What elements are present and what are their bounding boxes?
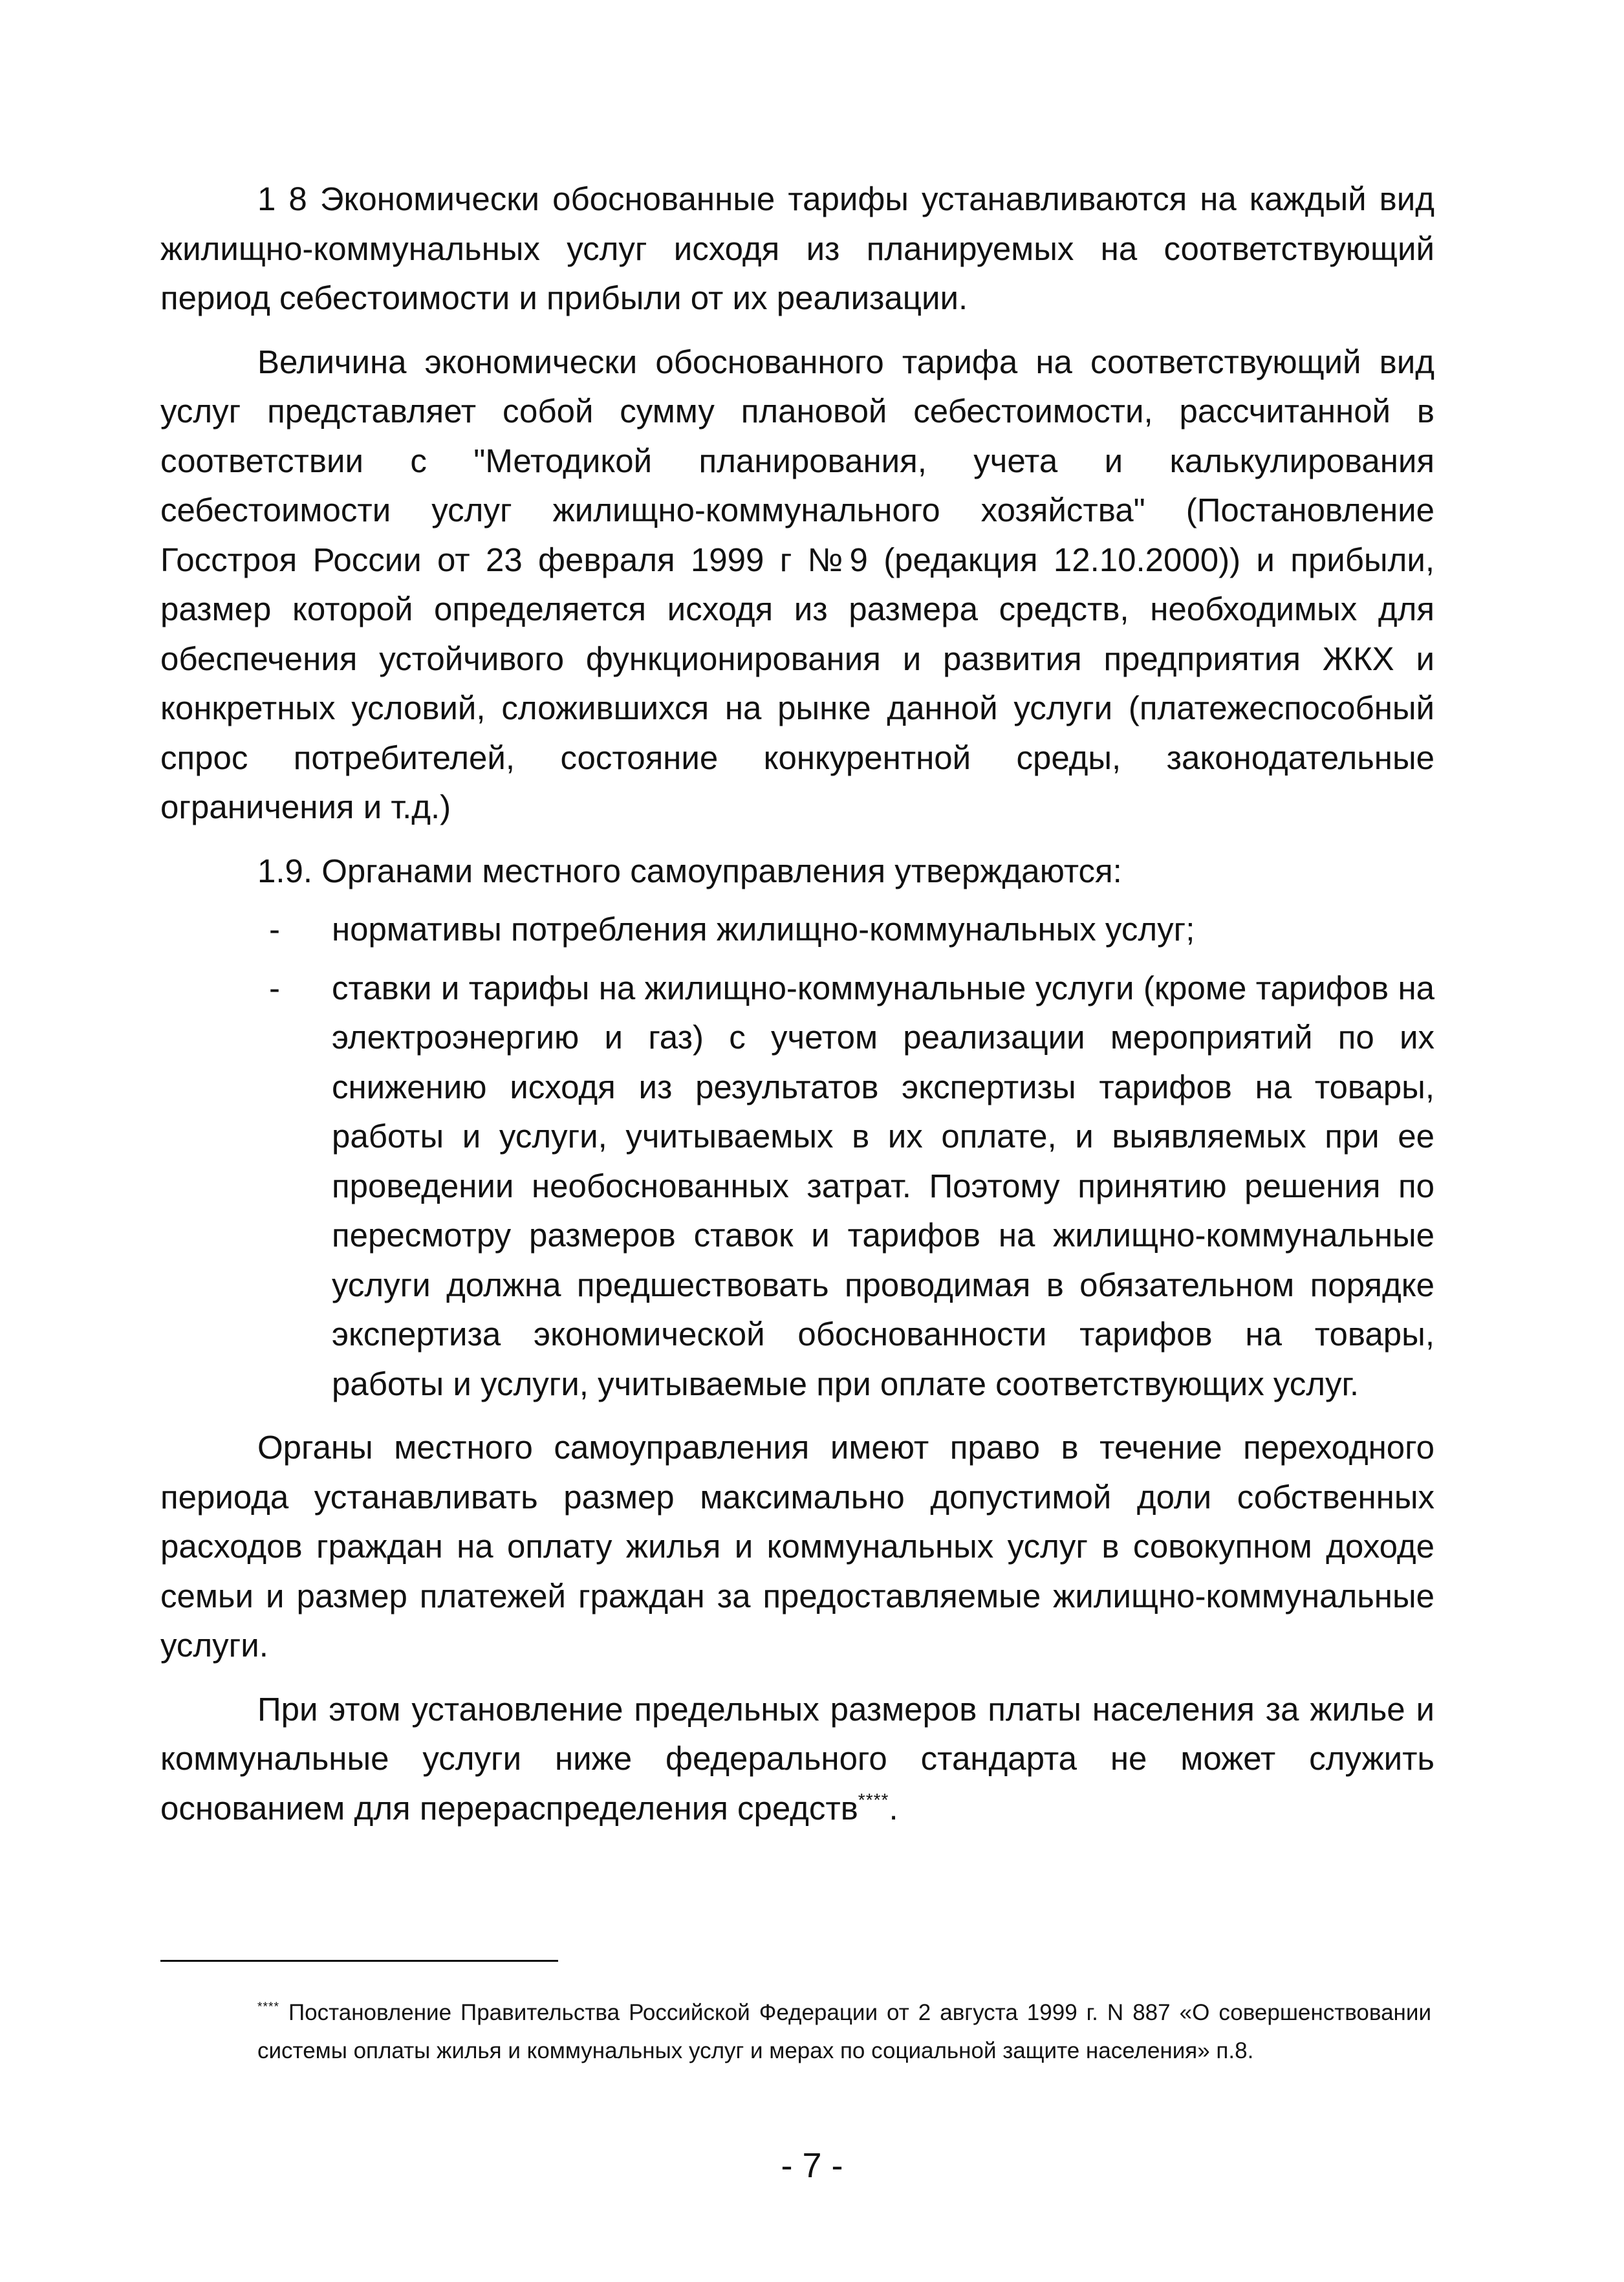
paragraph-limits-end: . (889, 1789, 898, 1827)
footnote-separator (160, 1960, 558, 1962)
footnote-text: Постановление Правительства Российской Федерации от 2 августа 1999 г. N 887 «О совершенствовании системы оплаты жилья и коммунальных услуг и мерах по социальной защите населения» п.8. (257, 2000, 1431, 2063)
list-item (160, 905, 1435, 955)
list-dash: - (269, 969, 280, 1006)
paragraph-limits (160, 1685, 1435, 1834)
approved-items-list (160, 905, 1435, 1409)
list-item-text: ставки и тарифы на жилищно-коммунальные услуги (кроме тарифов на электроэнергию и газ) с учетом реализации мероприятий по их снижению исходя из результатов экспертизы тарифов на товары, работы и услуги, учитываемых в их оплате, и выявляемых при ее проведении необоснованных затрат. Поэтому принятию решения по пересмотру размеров ставок и тарифов на жилищно-коммунальные услуги должна предшествовать проводимая в обязательном порядке экспертиза экономической обоснованности тарифов на товары, работы и услуги, учитываемые при оплате соответствующих услуг. (332, 969, 1435, 1402)
paragraph-1-8: 1 8 Экономически обоснованные тарифы устанавливаются на каждый вид жилищно-коммунальных услуг исходя из планируемых на соответствующий период себестоимости и прибыли от их реализации. (160, 180, 1435, 316)
footnote-mark: **** (257, 2000, 279, 2014)
footnote-reference: **** (858, 1789, 889, 1810)
paragraph-limits-text: При этом установление предельных размеров платы населения за жилье и коммунальные услуги ниже федерального стандарта не может служить основанием для перераспределения средств (160, 1690, 1435, 1827)
paragraph-tariff-value: Величина экономически обоснованного тарифа на соответствующий вид услуг представляет собой сумму плановой себестоимости, рассчитанной в соответствии с "Методикой планирования, учета и калькулирования себестоимости услуг жилищно-коммунального хозяйства" (Постановление Госстроя России от 23 февраля 1999 г №9 (редакция 12.10.2000)) и прибыли, размер которой определяется исходя из размера средств, необходимых для обеспечения устойчивого функционирования и развития предприятия ЖКХ и конкретных условий, сложившихся на рынке данной услуги (платежеспособный спрос потребителей, состояние конкурентной среды, законодательные ограничения и т.д.) (160, 343, 1435, 825)
footnote (160, 1994, 1431, 2070)
paragraph-1-9: 1.9. Органами местного самоуправления утверждаются: (257, 852, 1122, 889)
document-body (160, 175, 1435, 1833)
footnote-body (160, 1994, 1431, 2070)
paragraph-local-authorities: Органы местного самоуправления имеют право в течение переходного периода устанавливать размер максимально допустимой доли собственных расходов граждан на оплату жилья и коммунальных услуг в совокупном доходе семьи и размер платежей граждан за предоставляемые жилищно-коммунальные услуги. (160, 1429, 1435, 1664)
list-item-text: нормативы потребления жилищно-коммунальных услуг; (332, 911, 1195, 948)
list-item (160, 964, 1435, 1409)
page-number: - 7 - (781, 2146, 843, 2185)
list-dash: - (269, 911, 280, 948)
